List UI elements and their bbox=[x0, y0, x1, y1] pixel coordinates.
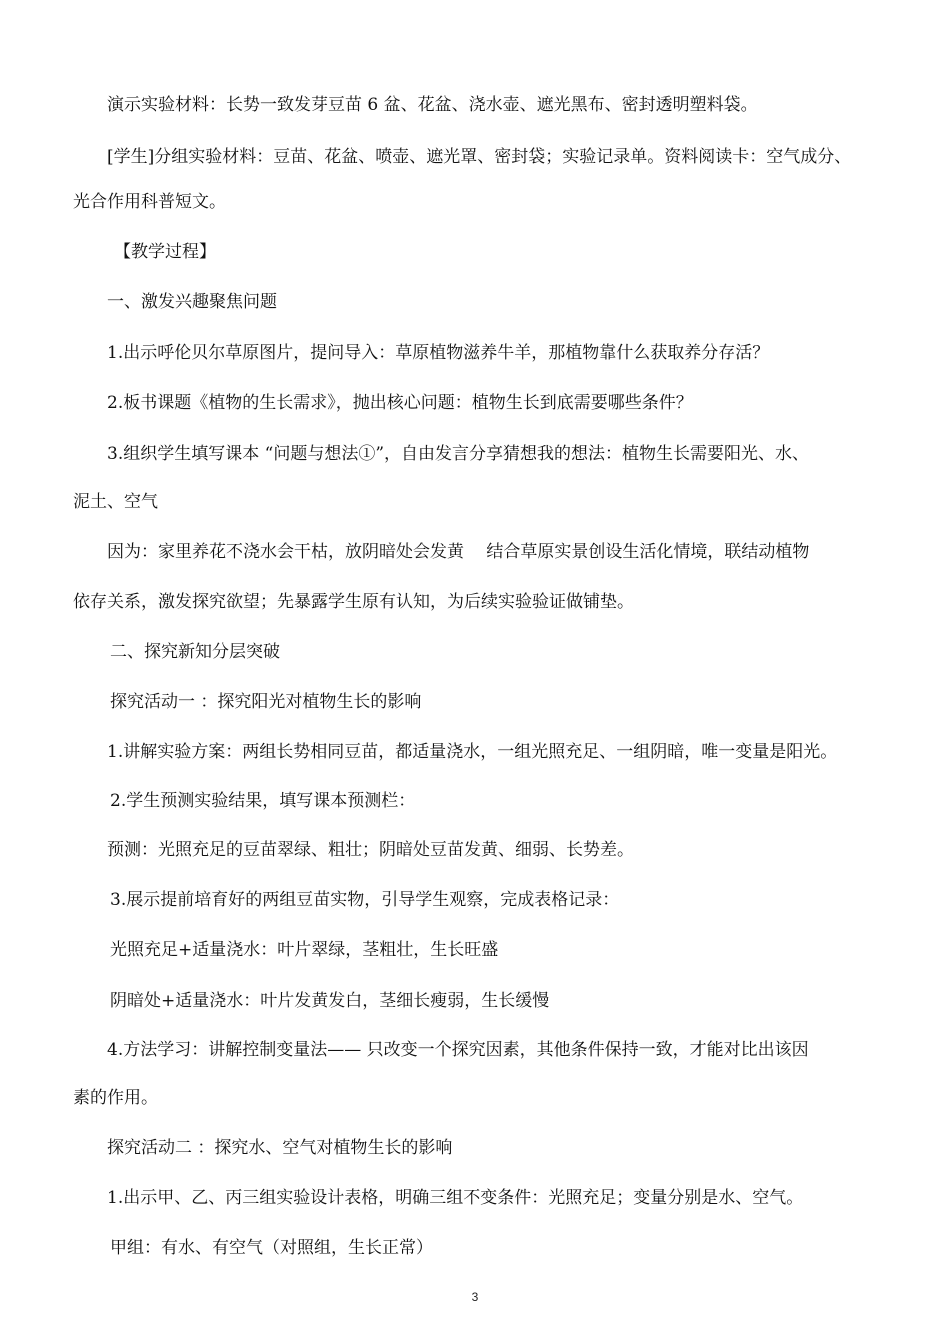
text-line-step2: 2.板书课题《植物的生长需求》，抛出核心问题：植物生长到底需要哪些条件？ bbox=[107, 393, 693, 413]
text-line-a2-step1: 1.出示甲、乙、丙三组实验设计表格，明确三组不变条件：光照充足；变量分别是水、空气。 bbox=[107, 1188, 804, 1208]
page-number: 3 bbox=[471, 1290, 479, 1304]
text-line-a1-result-dark: 阴暗处+适量浇水：叶片发黄发白，茎细长瘦弱，生长缓慢 bbox=[110, 991, 550, 1011]
text-line-reason: 因为：家里养花不浇水会干枯，放阴暗处会发黄 结合草原实景创设生活化情境，联结动植物 bbox=[107, 542, 810, 562]
text-line-materials-student: [学生]分组实验材料：豆苗、花盆、喷壶、遮光罩、密封袋；实验记录单。资料阅读卡：空气成分、 bbox=[107, 147, 852, 167]
text-line-a1-step1: 1.讲解实验方案：两组长势相同豆苗，都适量浇水，一组光照充足、一组阴暗，唯一变量是阳光。 bbox=[107, 742, 838, 762]
text-line-a1-result-light: 光照充足+适量浇水：叶片翠绿，茎粗壮，生长旺盛 bbox=[110, 940, 499, 960]
text-line-step3: 3.组织学生填写课本 “问题与想法①”，自由发言分享猜想我的想法：植物生长需要阳光、水、 bbox=[107, 444, 810, 464]
heading-part-one: 一、激发兴趣聚焦问题 bbox=[107, 292, 277, 312]
text-line-step3-cont: 泥土、空气 bbox=[73, 492, 158, 512]
heading-part-two: 二、探究新知分层突破 bbox=[110, 642, 280, 662]
text-line-a1-step4-cont: 素的作用。 bbox=[73, 1088, 158, 1108]
heading-activity-one: 探究活动一 ：探究阳光对植物生长的影响 bbox=[110, 692, 422, 712]
text-line-a2-group-a: 甲组：有水、有空气（对照组，生长正常） bbox=[110, 1238, 433, 1258]
text-line-a1-step3: 3.展示提前培育好的两组豆苗实物，引导学生观察，完成表格记录： bbox=[110, 890, 620, 910]
text-line-a1-prediction: 预测：光照充足的豆苗翠绿、粗壮；阴暗处豆苗发黄、细弱、长势差。 bbox=[107, 840, 634, 860]
text-line-a1-step2: 2.学生预测实验结果，填写课本预测栏： bbox=[110, 791, 416, 811]
text-line-a1-step4: 4.方法学习：讲解控制变量法—— 只改变一个探究因素，其他条件保持一致，才能对比出该因 bbox=[107, 1040, 809, 1060]
section-heading-teaching-process: 【教学过程】 bbox=[114, 242, 216, 262]
text-line-materials-student-cont: 光合作用科普短文。 bbox=[73, 192, 226, 212]
heading-activity-two: 探究活动二 ：探究水、空气对植物生长的影响 bbox=[107, 1138, 453, 1158]
text-line-step1: 1.出示呼伦贝尔草原图片，提问导入：草原植物滋养牛羊，那植物靠什么获取养分存活？ bbox=[107, 343, 770, 363]
text-line-materials-demo: 演示实验材料：长势一致发芽豆苗 6 盆、花盆、浇水壶、遮光黑布、密封透明塑料袋。 bbox=[107, 95, 758, 115]
text-line-reason-cont: 依存关系，激发探究欲望；先暴露学生原有认知，为后续实验验证做铺垫。 bbox=[73, 592, 634, 612]
